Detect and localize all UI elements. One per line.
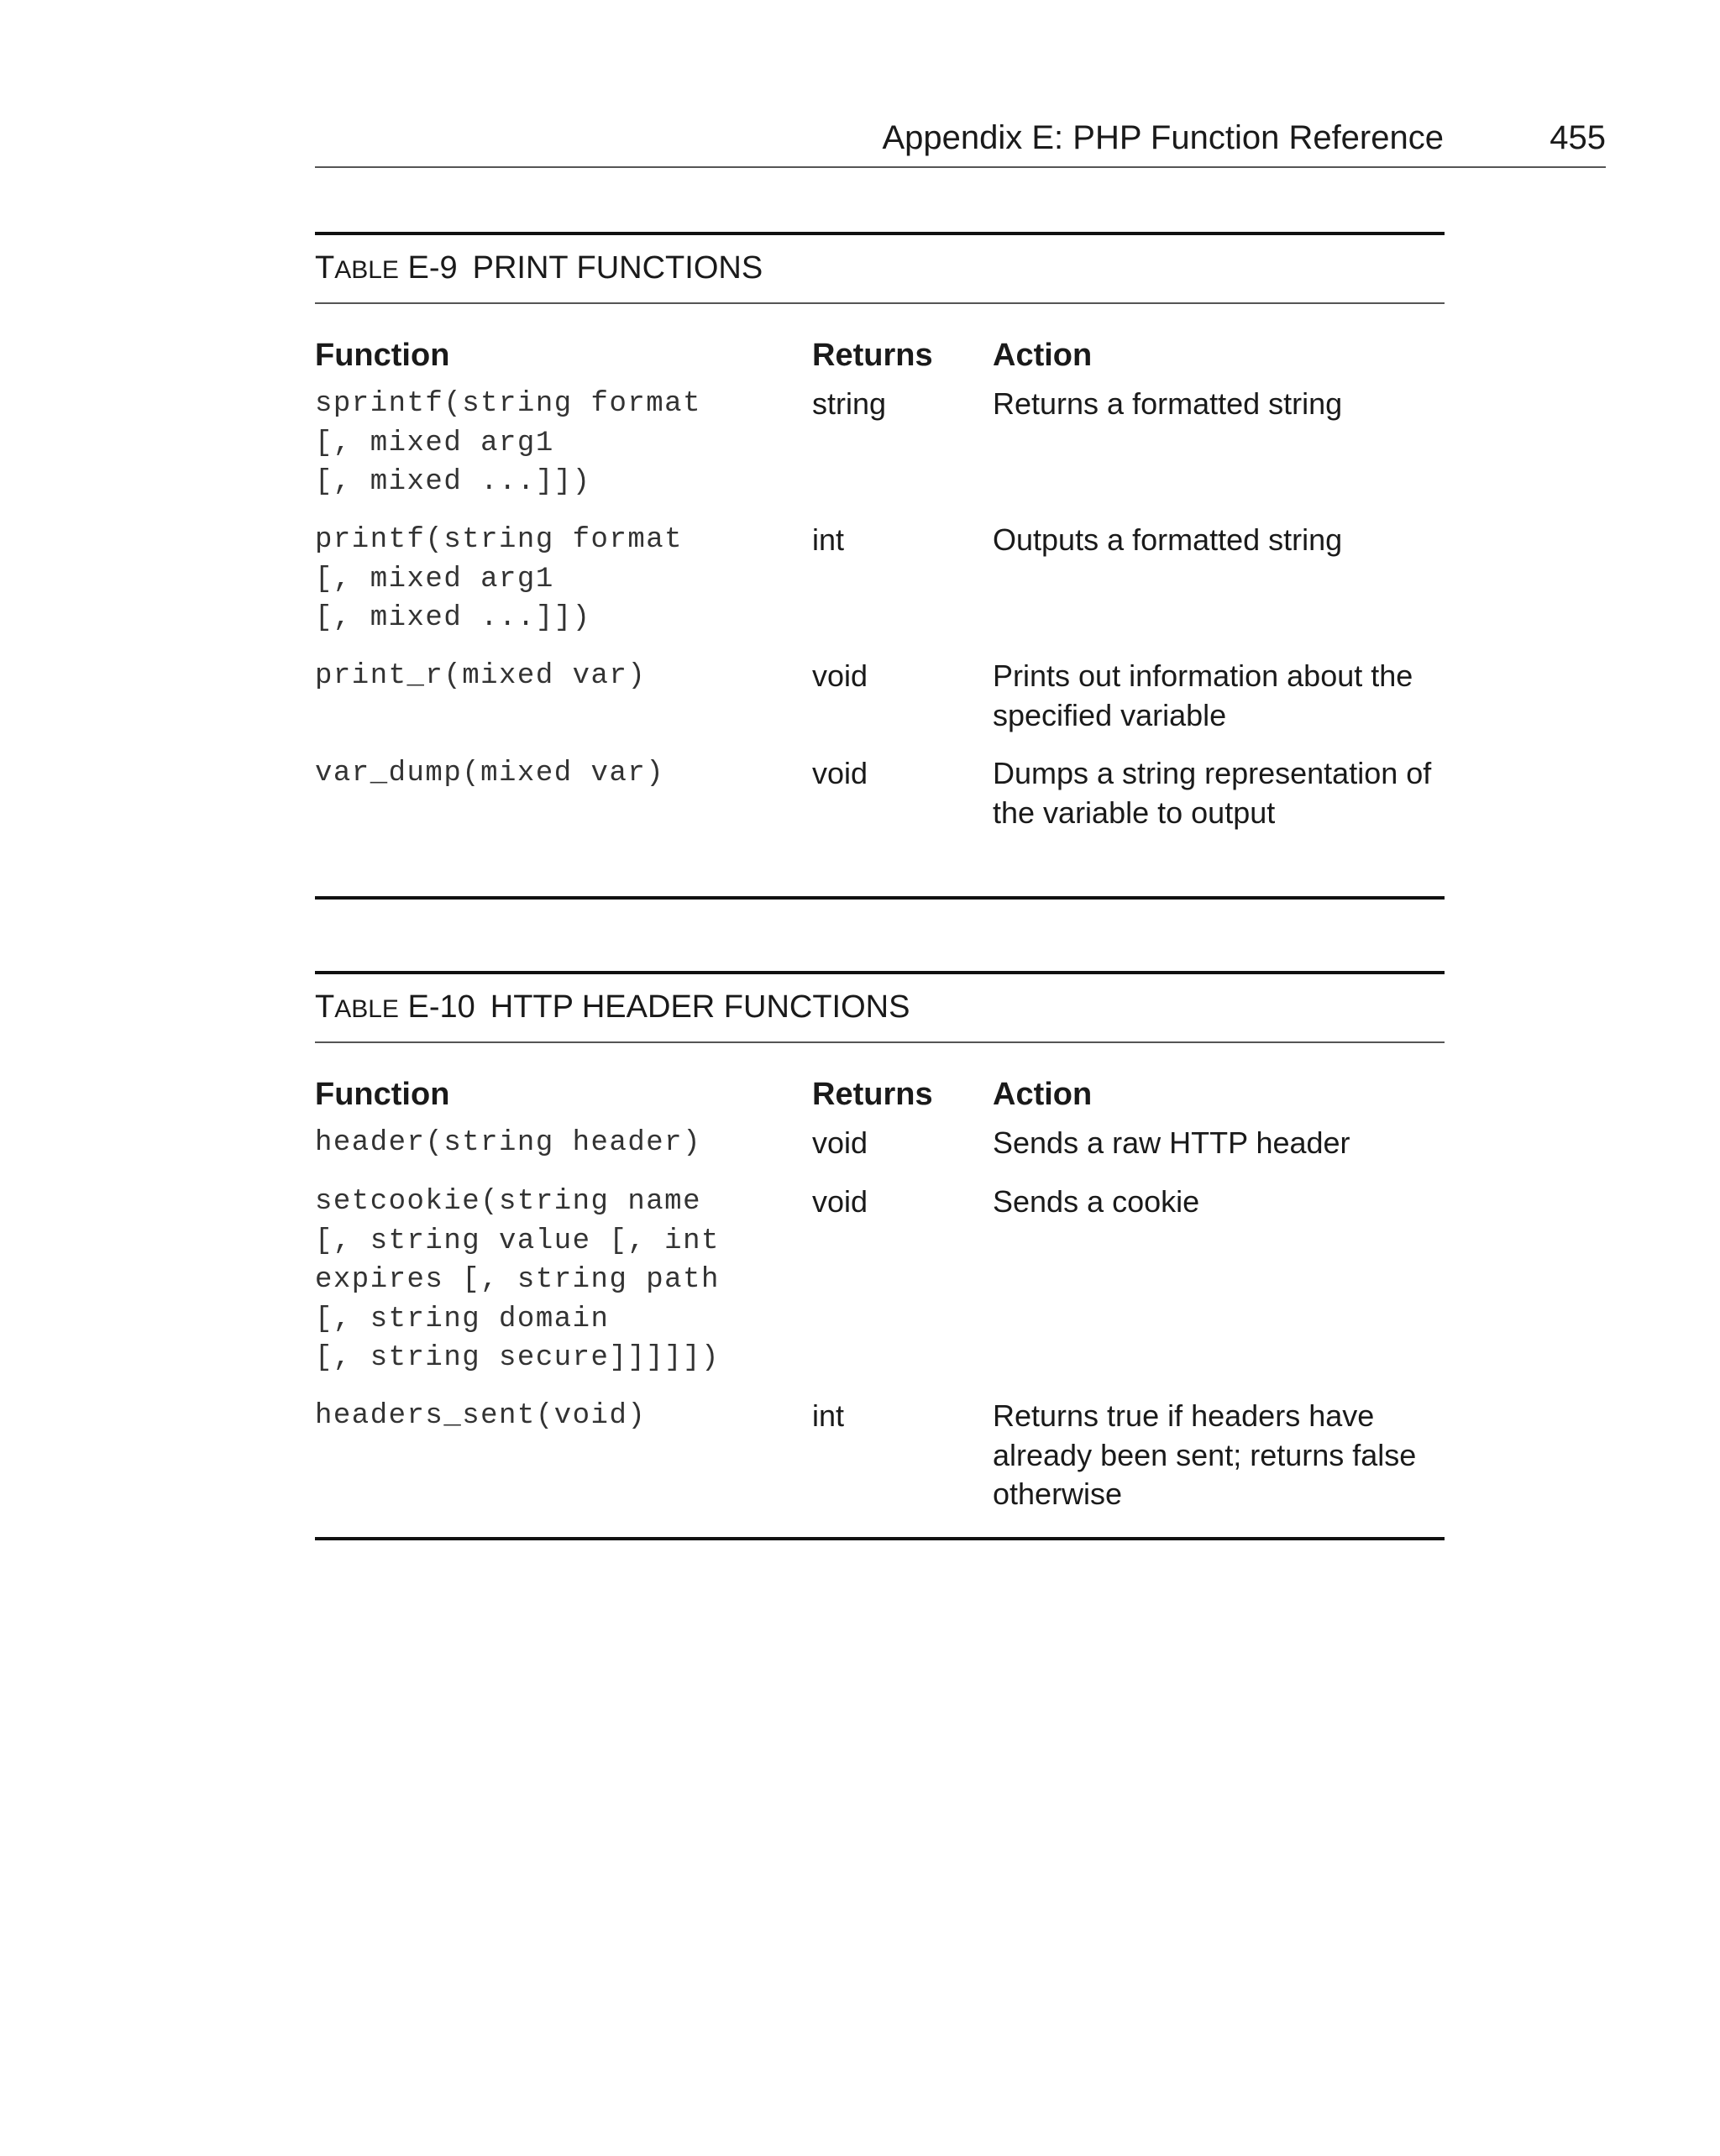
table-row	[315, 754, 1445, 852]
column-header-action: Action	[993, 338, 1093, 373]
function-signature: printf(string format [, mixed arg1 [, mixed ...]])	[315, 524, 684, 634]
table-http-header-functions	[315, 971, 1445, 1540]
column-header-action: Action	[993, 1077, 1093, 1112]
table-print-functions	[315, 232, 1445, 900]
column-header-returns: Returns	[812, 1077, 933, 1112]
column-header-returns: Returns	[812, 338, 933, 373]
table-row	[315, 1124, 1445, 1183]
action-description: Returns a formatted string	[993, 386, 1343, 421]
function-signature: headers_sent(void)	[315, 1400, 647, 1432]
return-type: void	[812, 658, 868, 693]
function-signature: var_dump(mixed var)	[315, 758, 665, 789]
action-description: Prints out information about the specified variable	[993, 658, 1413, 732]
page-header	[315, 118, 1606, 168]
table-row	[315, 1183, 1445, 1397]
table-title: HTTP HEADER FUNCTIONS	[490, 989, 910, 1025]
action-description: Sends a cookie	[993, 1184, 1200, 1219]
function-signature: setcookie(string name [, string value [, int expires [, string path [, string domain [, string secure]]]]])	[315, 1186, 720, 1374]
table-label: TABLE	[315, 250, 399, 286]
page-number: 455	[1550, 119, 1606, 156]
return-type: void	[812, 1184, 868, 1219]
table-number: E-9	[407, 250, 458, 286]
function-signature: print_r(mixed var)	[315, 660, 647, 692]
table-header-row	[315, 304, 1445, 393]
return-type: int	[812, 522, 845, 557]
column-header-function: Function	[315, 338, 450, 373]
table-caption	[315, 235, 1445, 304]
function-signature: sprintf(string format [, mixed arg1 [, mixed ...]])	[315, 388, 701, 498]
action-description: Dumps a string representation of the variable to output	[993, 756, 1432, 830]
table-row	[315, 1397, 1445, 1511]
table-row	[315, 521, 1445, 657]
function-signature: header(string header)	[315, 1127, 701, 1159]
return-type: string	[812, 386, 887, 421]
table-row	[315, 385, 1445, 521]
table-label: TABLE	[315, 989, 399, 1025]
return-type: void	[812, 1125, 868, 1160]
action-description: Outputs a formatted string	[993, 522, 1343, 557]
table-number: E-10	[407, 989, 475, 1025]
table-title: PRINT FUNCTIONS	[472, 250, 763, 286]
return-type: int	[812, 1398, 845, 1433]
return-type: void	[812, 756, 868, 790]
table-header-row	[315, 1043, 1445, 1132]
table-caption	[315, 974, 1445, 1043]
table-row	[315, 657, 1445, 754]
column-header-function: Function	[315, 1077, 450, 1112]
action-description: Returns true if headers have already been sent; returns false otherwise	[993, 1398, 1417, 1511]
running-title: Appendix E: PHP Function Reference	[882, 119, 1444, 156]
action-description: Sends a raw HTTP header	[993, 1125, 1350, 1160]
